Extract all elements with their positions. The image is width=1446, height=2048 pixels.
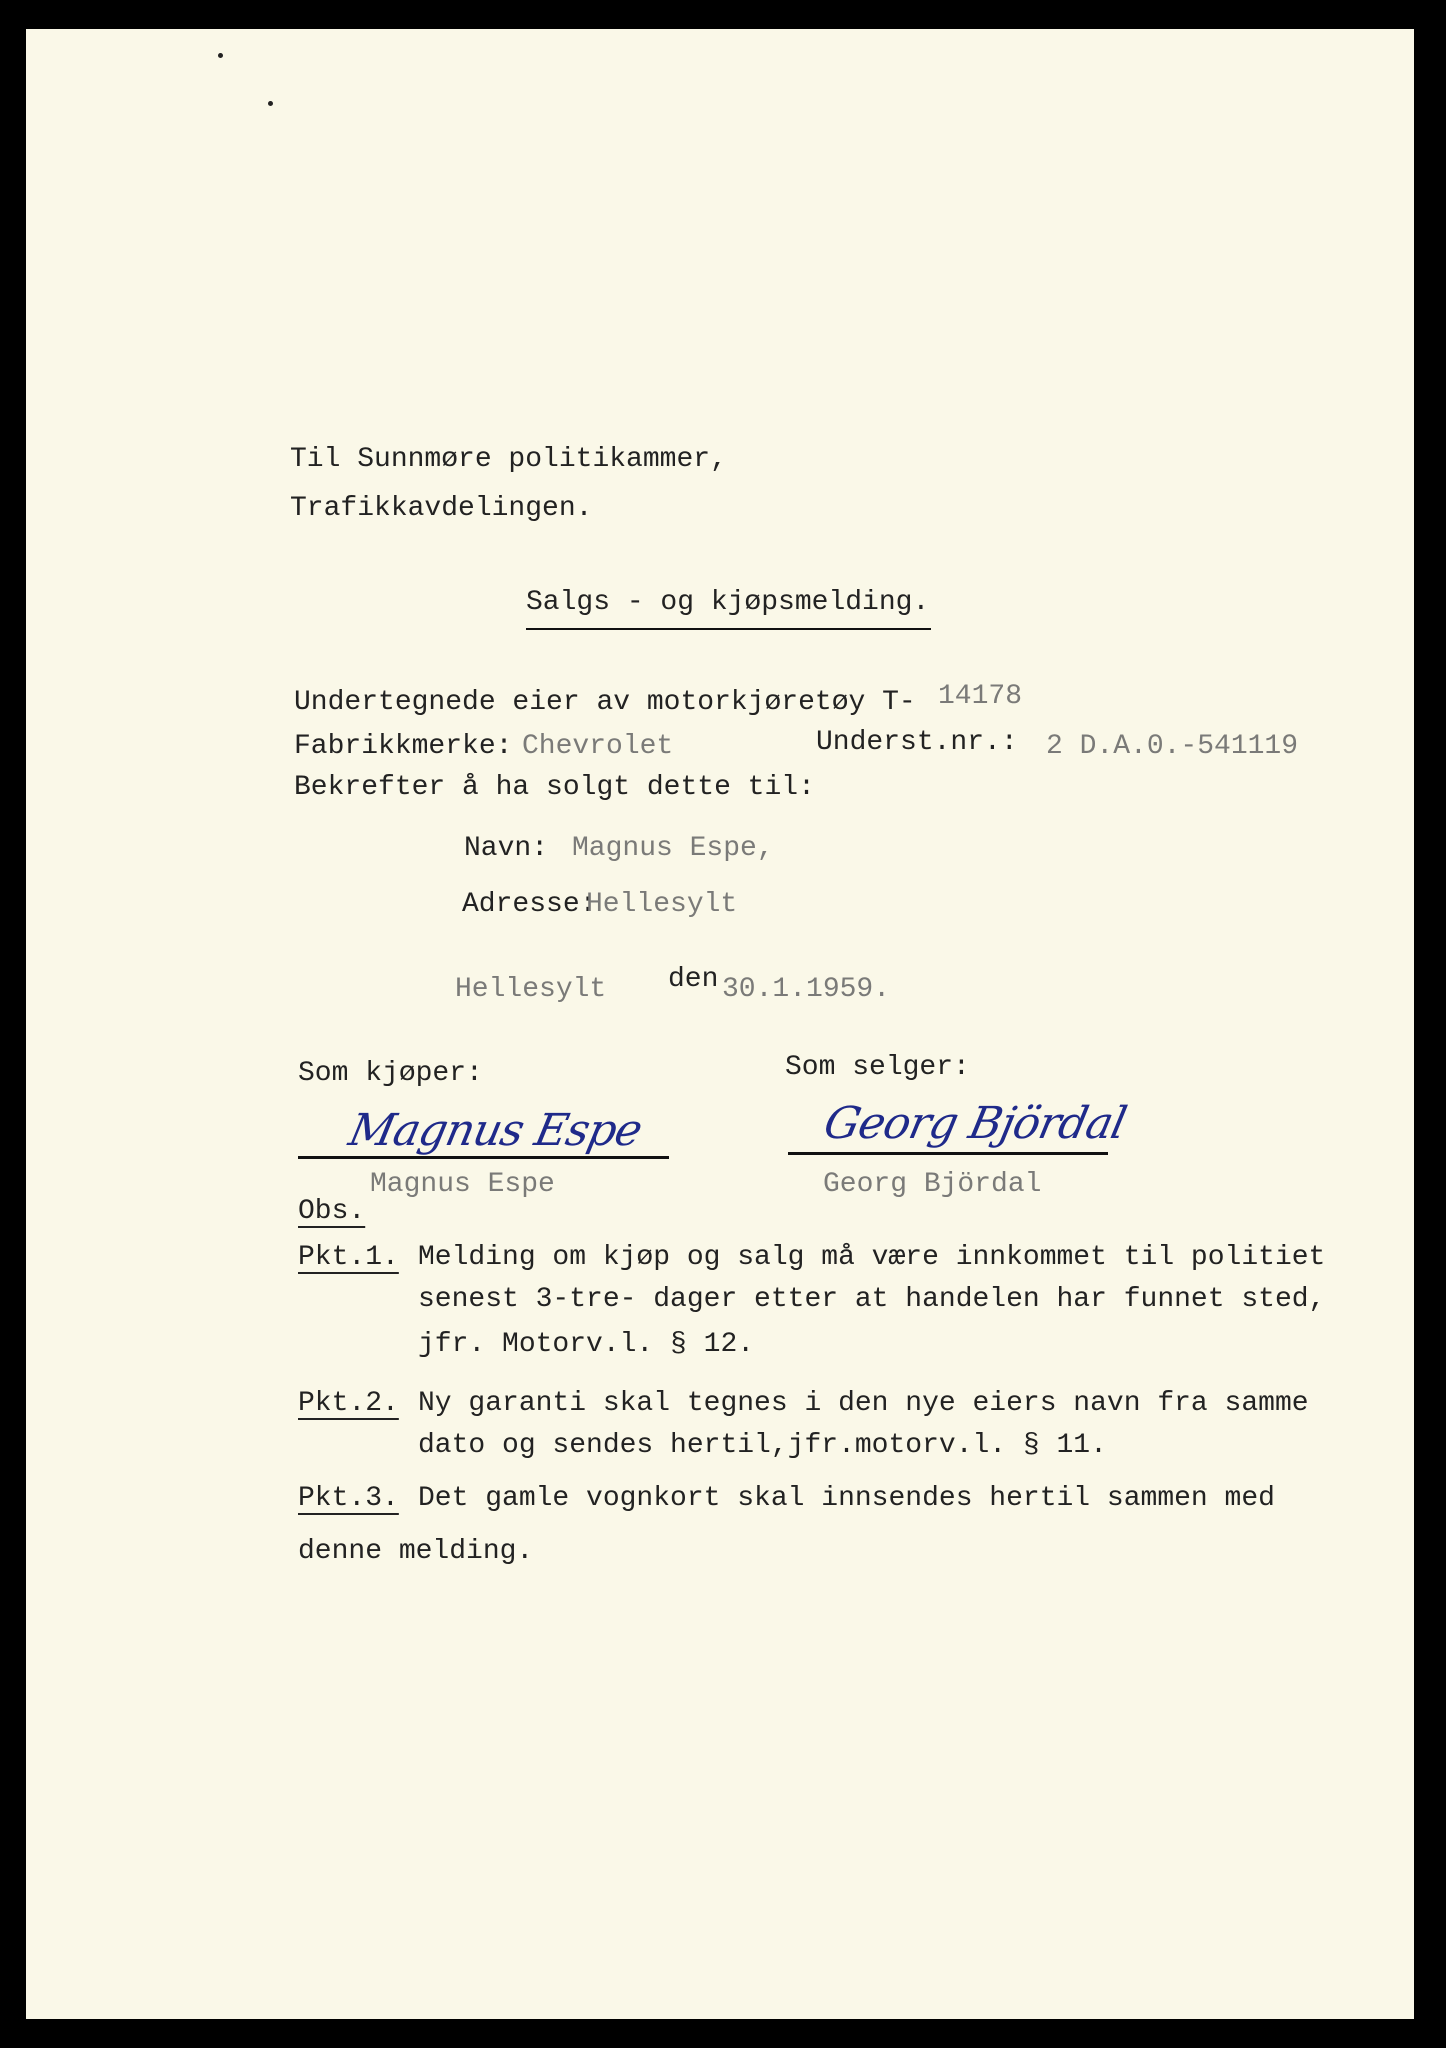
- buyer-label: Som kjøper:: [298, 1058, 483, 1089]
- name-label: Navn:: [464, 833, 549, 864]
- note-1-label: Pkt.1.: [298, 1242, 399, 1273]
- make-value: Chevrolet: [522, 731, 674, 762]
- seller-name: Georg Björdal: [823, 1169, 1042, 1200]
- owner-label: Undertegnede eier av motorkjøretøy T-: [294, 687, 916, 718]
- note-1-line-3: jfr. Motorv.l. § 12.: [418, 1329, 755, 1360]
- vehicle-reg: 14178: [938, 681, 1023, 712]
- seller-label: Som selger:: [785, 1052, 970, 1083]
- note-3-line-2: denne melding.: [298, 1536, 534, 1567]
- date-label: den: [668, 964, 719, 995]
- name-value: Magnus Espe,: [572, 833, 774, 864]
- chassis-value: 2 D.A.0.-541119: [1046, 731, 1299, 762]
- notes-heading: Obs.: [298, 1196, 366, 1227]
- buyer-name: Magnus Espe: [370, 1169, 555, 1200]
- make-label: Fabrikkmerke:: [294, 731, 513, 762]
- document-title: Salgs - og kjøpsmelding.: [526, 587, 930, 618]
- address-value: Hellesylt: [586, 889, 738, 920]
- confirm-label: Bekrefter å ha solgt dette til:: [294, 772, 815, 803]
- note-2-line-2: dato og sendes hertil,jfr.motorv.l. § 11.: [418, 1430, 1107, 1461]
- recipient-line-1: Til Sunnmøre politikammer,: [290, 444, 727, 475]
- document-page: [26, 29, 1414, 2019]
- buyer-signature-line: [298, 1156, 669, 1159]
- note-1-line-2: senest 3-tre- dager etter at handelen har funnet sted,: [418, 1284, 1326, 1315]
- seller-signature-line: [788, 1152, 1108, 1155]
- note-3-line-1: Det gamle vognkort skal innsendes hertil sammen med: [418, 1483, 1275, 1514]
- note-3-label: Pkt.3.: [298, 1483, 399, 1514]
- title-underline: [526, 628, 931, 630]
- note-2-label: Pkt.2.: [298, 1388, 399, 1419]
- chassis-label: Underst.nr.:: [816, 727, 1018, 758]
- recipient-line-2: Trafikkavdelingen.: [290, 493, 593, 524]
- note-2-line-1: Ny garanti skal tegnes i den nye eiers navn fra samme: [418, 1388, 1309, 1419]
- ink-speck: [218, 53, 223, 58]
- address-label: Adresse:: [462, 889, 597, 920]
- date-value: 30.1.1959.: [722, 974, 891, 1005]
- ink-speck: [268, 101, 273, 106]
- seller-signature: Georg Björdal: [819, 1098, 1131, 1149]
- note-1-line-1: Melding om kjøp og salg må være innkommet til politiet: [418, 1242, 1326, 1273]
- place-value: Hellesylt: [455, 974, 607, 1005]
- buyer-signature: Magnus Espe: [344, 1105, 647, 1156]
